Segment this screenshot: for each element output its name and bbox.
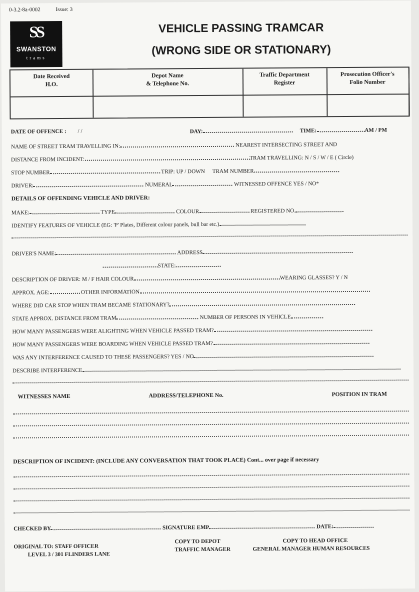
form-subtitle: (WRONG SIDE OR STATIONARY) xyxy=(151,44,331,58)
date-signoff-field[interactable] xyxy=(333,523,373,528)
witness-line[interactable] xyxy=(13,423,409,427)
form-number: 0-3.2-8a-0002 xyxy=(8,7,41,14)
logo-sub: trams xyxy=(26,55,47,61)
witnessed-label[interactable]: WITNESSED OFFENCE YES / NO* xyxy=(233,181,319,188)
make-field[interactable] xyxy=(29,209,99,214)
colour-label: COLOUR xyxy=(176,209,200,216)
driver-label: DRIVER: xyxy=(11,183,34,190)
registered-field[interactable] xyxy=(296,207,344,212)
depot-copy-who: TRAFFIC MANAGER xyxy=(174,546,231,554)
numeral-field[interactable] xyxy=(173,181,233,186)
drivers-name-field[interactable] xyxy=(56,249,176,255)
tram-travelling-label: TRAM TRAVELLING: N / S / W / E ( Circle) xyxy=(249,154,354,162)
other-info-field[interactable] xyxy=(140,287,370,294)
day-field[interactable] xyxy=(203,127,293,133)
glasses-label[interactable]: WEARING GLASSES? Y / N xyxy=(279,275,348,282)
alighting-field[interactable] xyxy=(214,326,372,332)
drivers-name-label: DRIVER'S NAME: xyxy=(11,251,57,258)
interference-label[interactable]: WAS ANY INTERFERENCE CAUSED TO THESE PASSENGERS? YES / NO xyxy=(12,354,194,362)
incident-line[interactable] xyxy=(13,498,409,502)
car-stop-row xyxy=(12,300,355,309)
company-logo xyxy=(10,21,62,67)
type-field[interactable] xyxy=(115,208,175,213)
footer-head-office xyxy=(253,537,370,554)
describe-label: DESCRIBE INTERFERENCE xyxy=(12,367,83,375)
head-copy-label: COPY TO HEAD OFFICE xyxy=(282,538,348,545)
checked-by-field[interactable] xyxy=(51,524,161,530)
witness-name-heading: WITNESSES NAME xyxy=(17,393,71,401)
time-field[interactable] xyxy=(317,127,365,132)
address-field[interactable] xyxy=(203,248,353,254)
signature-field[interactable] xyxy=(210,523,315,529)
original-address: LEVEL 3 / 301 FLINDERS LANE xyxy=(27,551,111,559)
witness-line[interactable] xyxy=(13,435,409,439)
tram-number-field[interactable] xyxy=(254,167,339,173)
stop-row xyxy=(11,167,339,176)
type-label: TYPE xyxy=(100,209,115,216)
hair-colour-field[interactable] xyxy=(134,274,280,280)
signoff-row xyxy=(14,523,374,533)
approx-distance-row xyxy=(12,313,323,322)
street-row xyxy=(11,141,337,150)
stop-number-field[interactable] xyxy=(50,168,160,174)
depot-copy-label: COPY TO DEPOT xyxy=(174,538,221,546)
drivers-name-row xyxy=(12,248,353,257)
witness-line[interactable] xyxy=(13,411,409,415)
intersecting-label: NEAREST INTERSECTING STREET AND xyxy=(235,142,338,149)
describe-line[interactable] xyxy=(13,380,409,384)
checked-by-label: CHECKED BY xyxy=(13,526,52,533)
original-label: ORIGINAL TO: STAFF OFFICER xyxy=(13,543,99,551)
alighting-row xyxy=(12,326,372,336)
form-title: VEHICLE PASSING TRAMCAR xyxy=(158,22,324,36)
description-label: DESCRIPTION OF DRIVER: M / F HAIR COLOUR xyxy=(11,276,134,284)
distance-row xyxy=(11,154,354,163)
date-row xyxy=(11,129,82,135)
date-field[interactable]: / / xyxy=(77,128,83,135)
footer-original xyxy=(14,543,110,560)
identify-line[interactable] xyxy=(12,235,408,239)
describe-field[interactable] xyxy=(82,365,400,372)
state-prefix-field[interactable] xyxy=(103,262,158,267)
col-label: Date Received H.O. xyxy=(33,73,70,89)
age-row xyxy=(12,287,370,296)
identify-row xyxy=(11,220,305,229)
persons-field[interactable] xyxy=(291,313,323,318)
incident-line[interactable] xyxy=(14,510,410,514)
incident-line[interactable] xyxy=(13,486,409,490)
colour-field[interactable] xyxy=(199,208,249,213)
identify-label: IDENTIFY FEATURES OF VEHICLE (EG: 'P' Plates, Different colour panels, bull bar etc.) xyxy=(11,221,220,230)
incident-line[interactable] xyxy=(13,474,409,478)
alighting-label: HOW MANY PASSENGERS WERE ALIGHTING WHEN VEHICLE PASSED TRAM? xyxy=(12,327,214,336)
logo-mark: SS xyxy=(29,24,44,42)
col-label: Traffic Department Register xyxy=(259,72,310,87)
boarding-row xyxy=(12,339,369,348)
description-row xyxy=(12,274,348,283)
witness-position-heading: POSITION IN TRAM xyxy=(331,391,388,399)
date-signoff-label: DATE: xyxy=(316,524,334,531)
street-field[interactable] xyxy=(120,142,234,148)
col-folio[interactable] xyxy=(326,68,409,117)
street-label: NAME OF STREET TRAM TRAVELLING IN: xyxy=(10,143,121,151)
approx-distance-label: STATE APPROX. DISTANCE FROM TRAM xyxy=(12,315,117,323)
identify-field[interactable] xyxy=(219,220,305,226)
form-issue: Issue: 3 xyxy=(55,6,73,14)
boarding-field[interactable] xyxy=(213,339,369,345)
stop-number-label: STOP NUMBER xyxy=(11,170,50,177)
time-row xyxy=(300,127,387,135)
incident-heading: DESCRIPTION OF INCIDENT: (INCLUDE ANY CONVERSATION THAT TOOK PLACE) Cont... over page if necessary xyxy=(13,457,320,466)
interference-row xyxy=(12,352,373,362)
witness-address-heading: ADDRESS/TELEPHONE No. xyxy=(148,392,224,400)
details-heading: DETAILS OF OFFENDING VEHICLE AND DRIVER: xyxy=(11,195,150,203)
date-label: DATE OF OFFENCE : xyxy=(10,128,67,136)
office-use-table xyxy=(9,67,409,120)
head-copy-who: GENERAL MANAGER HUMAN RESOURCES xyxy=(252,545,370,553)
day-row xyxy=(190,127,293,135)
car-stop-field[interactable] xyxy=(169,300,355,306)
distance-field[interactable] xyxy=(85,155,250,161)
trip-label[interactable]: TRIP: UP / DOWN xyxy=(161,169,205,176)
approx-age-field[interactable] xyxy=(50,289,80,294)
tram-number-label: TRAM NUMBER xyxy=(212,168,254,175)
col-traffic-register[interactable] xyxy=(242,68,327,117)
am-pm-label: AM / PM xyxy=(364,127,388,134)
car-stop-label: WHERE DID CAR STOP WHEN TRAM BECAME STATIONARY? xyxy=(12,302,170,310)
interference-field[interactable] xyxy=(194,352,374,358)
time-label: TIME: xyxy=(299,128,317,135)
form-sheet xyxy=(1,1,415,592)
form-meta xyxy=(9,7,87,14)
make-label: MAKE: xyxy=(11,210,30,217)
signature-label: SIGNATURE EMP. xyxy=(162,524,211,532)
logo-name: SWANSTON xyxy=(16,46,57,54)
col-label: Depot Name & Telephone No. xyxy=(146,73,189,88)
state-field[interactable] xyxy=(176,262,221,267)
describe-row xyxy=(12,365,400,375)
persons-label: NUMBER OF PERSONS IN VEHICLE xyxy=(199,314,291,322)
state-row xyxy=(103,262,221,270)
state-label: STATE: xyxy=(157,263,176,270)
col-date-received[interactable] xyxy=(10,70,93,119)
day-label: DAY: xyxy=(189,129,203,136)
approx-distance-field[interactable] xyxy=(116,314,198,320)
col-label: Prosecution Officer's Folio Number xyxy=(340,71,395,87)
registered-label: REGISTERED NO. xyxy=(250,208,296,215)
vehicle-row xyxy=(11,207,343,216)
boarding-label: HOW MANY PASSENGERS WERE BOARDING WHEN VEHICLE PASSED TRAM? xyxy=(12,340,213,349)
address-label: ADDRESS xyxy=(177,250,203,257)
numeral-label: NUMERAL xyxy=(144,182,173,189)
other-info-label: OTHER INFORMATION xyxy=(80,289,140,296)
driver-field[interactable] xyxy=(34,181,144,187)
driver-row xyxy=(11,180,319,189)
footer-depot xyxy=(175,538,231,554)
col-depot[interactable] xyxy=(92,69,243,118)
approx-age-label: APPROX. AGE: xyxy=(11,290,50,297)
distance-label: DISTANCE FROM INCIDENT: xyxy=(11,156,85,164)
